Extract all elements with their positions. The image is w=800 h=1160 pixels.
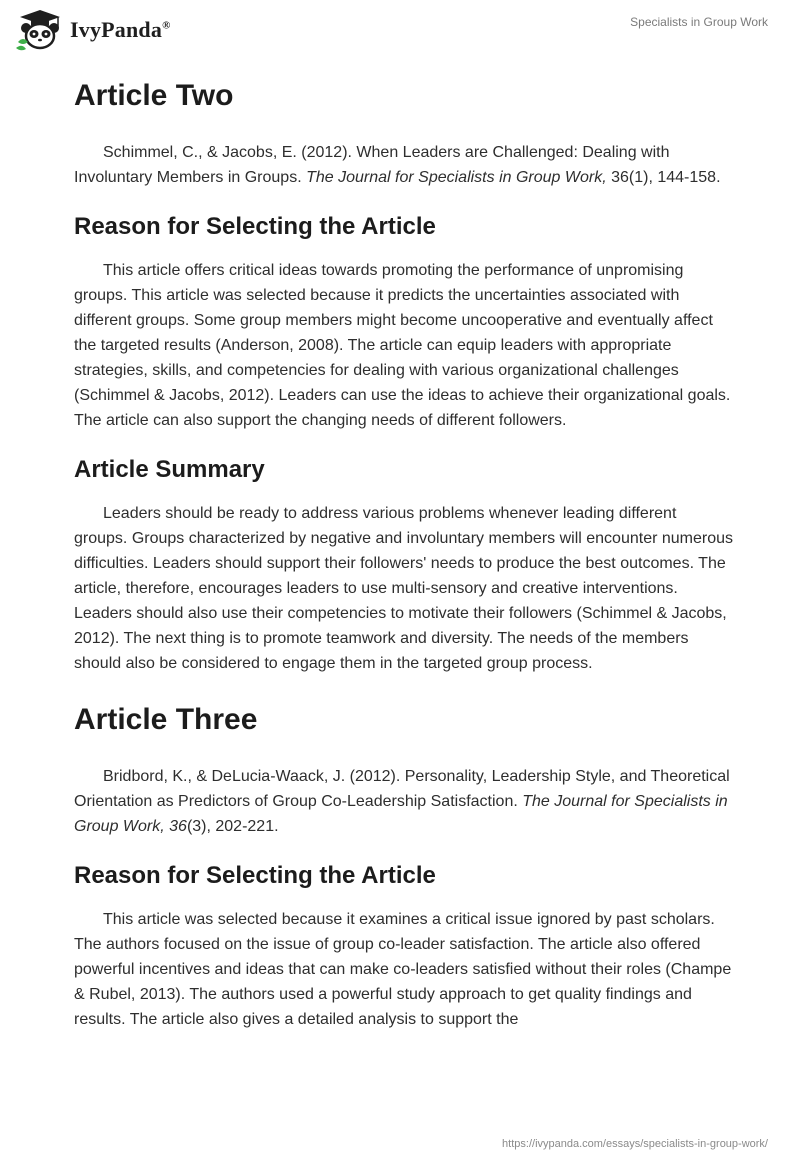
ivypanda-logo[interactable]: [14, 8, 171, 52]
article-content: [74, 68, 734, 1032]
heading-article-summary: Article Summary: [74, 456, 265, 483]
citation-article-two: Schimmel, C., & Jacobs, E. (2012). When Leaders are Challenged: Dealing with Involuntary Members in Groups. The Journal for Specialists in Group Work, 36(1), 144-158.: [74, 144, 721, 186]
document-title: Specialists in Group Work: [630, 15, 768, 29]
heading-article-two: Article Two: [74, 79, 234, 112]
logo-text: IvyPanda®: [70, 17, 171, 42]
paragraph-summary: Leaders should be ready to address various problems whenever leading different groups. Groups characterized by negative and involuntary members will encounter numerous difficulties. Leaders should support their followers' needs to produce the best outcomes. The article, therefore, encourages leaders to use multi-sensory and creative interventions. Leaders should also use their competencies to motivate their followers (Schimmel & Jacobs, 2012). The next thing is to promote teamwork and diversity. The needs of the members should also be considered to engage them in the targeted group process.: [74, 505, 734, 672]
heading-article-three: Article Three: [74, 703, 258, 736]
paragraph-reason-2: This article was selected because it examines a critical issue ignored by past scholars. The authors focused on the issue of group co-leader satisfaction. The article also offered powerful incentives and ideas that can make co-leaders satisfied without their roles (Champe & Rubel, 2013). The authors used a powerful study approach to get quality findings and results. The article also gives a detailed analysis to support the: [74, 911, 732, 1028]
source-url-link[interactable]: https://ivypanda.com/essays/specialists-in-group-work/: [502, 1138, 768, 1150]
heading-reason-selecting-1: Reason for Selecting the Article: [74, 213, 436, 240]
panda-logo-icon: [14, 8, 66, 52]
paragraph-reason-1: This article offers critical ideas towards promoting the performance of unpromising groups. This article was selected because it predicts the uncertainties associated with different groups. Some group members might become uncooperative and eventually affect the targeted results (Anderson, 2008). The article can equip leaders with appropriate strategies, skills, and competencies for dealing with various organizational challenges (Schimmel & Jacobs, 2012). Leaders can use the ideas to achieve their organizational goals. The article can also support the changing needs of different followers.: [74, 262, 731, 429]
page-header: [0, 0, 800, 64]
citation-article-three: Bridbord, K., & DeLucia-Waack, J. (2012). Personality, Leadership Style, and Theoretical Orientation as Predictors of Group Co-Leadership Satisfaction. The Journal for Specialists in Group Work, 36(3), 202-221.: [74, 768, 730, 835]
heading-reason-selecting-2: Reason for Selecting the Article: [74, 862, 436, 889]
